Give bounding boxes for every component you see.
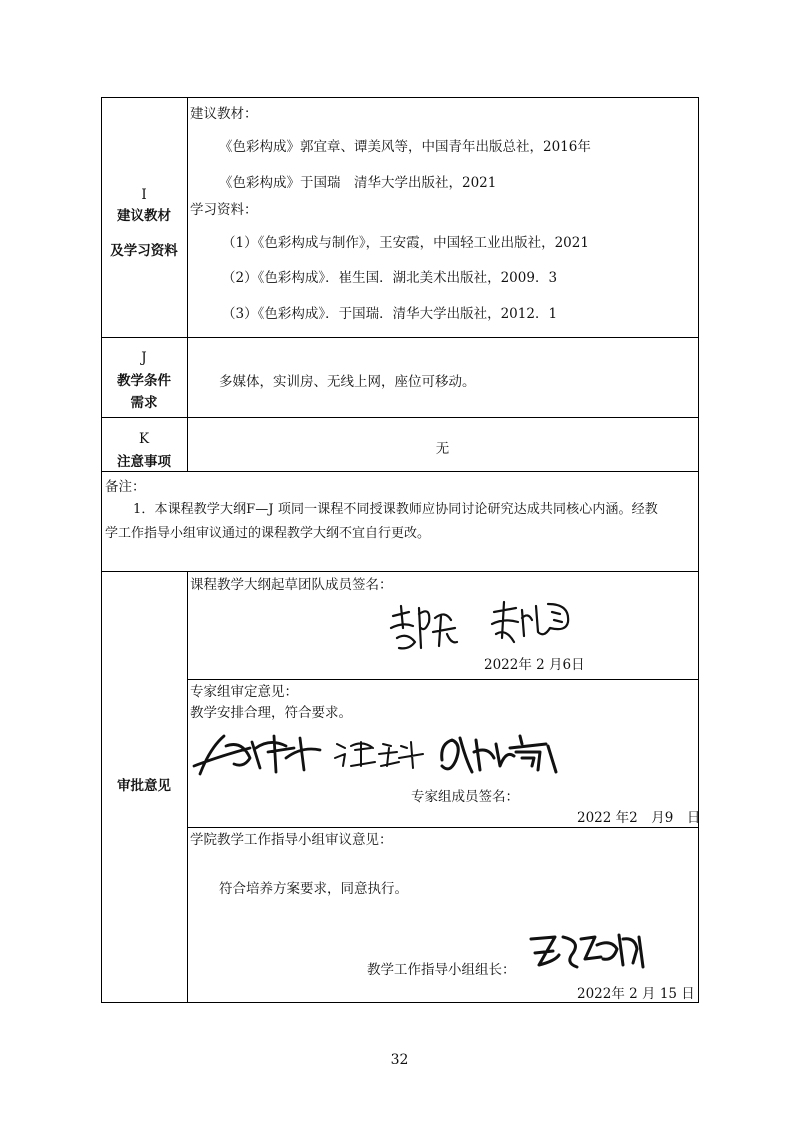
notes-title: 备注： — [105, 479, 146, 495]
textbook-1: 《色彩构成》郭宜章、谭美风等，中国青年出版总社，2016年 — [219, 139, 591, 155]
expert-signature-3 — [436, 730, 564, 780]
section-i-code: I — [141, 187, 147, 203]
notes-matters-content: 无 — [435, 441, 450, 457]
college-date: 2022年 2 月 15 日 — [577, 986, 695, 1002]
study-material-1: （1）《色彩构成与制作》，王安霞，中国轻工业出版社，2021 — [222, 235, 589, 251]
row-divider-jk — [101, 417, 699, 418]
study-material-2: （2）《色彩构成》．崔生国．湖北美术出版社，2009．3 — [222, 270, 558, 286]
college-opinion: 符合培养方案要求，同意执行。 — [219, 881, 408, 897]
expert-date: 2022 年2 月9 日 — [577, 810, 701, 826]
table-border-top — [101, 97, 699, 98]
college-review-title: 学院教学工作指导小组审议意见： — [190, 832, 393, 848]
row-divider-notes-approval — [101, 571, 699, 572]
table-border-right — [698, 97, 699, 1003]
section-j-label-line2: 需求 — [130, 395, 158, 411]
table-border-bottom — [101, 1002, 699, 1003]
section-i-label-line1: 建议教材 — [117, 208, 171, 224]
section-j-code: J — [141, 350, 147, 366]
drafting-signature-2 — [488, 598, 576, 648]
drafting-date: 2022年 2 月6日 — [484, 657, 585, 673]
study-materials-title: 学习资料： — [190, 202, 258, 218]
study-material-3: （3）《色彩构成》．于国瑞．清华大学出版社，2012．1 — [222, 306, 558, 322]
table-border-left — [101, 97, 102, 1003]
label-column-divider-lower — [187, 571, 188, 1003]
college-leader-signature — [525, 929, 649, 973]
expert-signature-1 — [190, 728, 330, 778]
section-j-label-line1: 教学条件 — [117, 373, 171, 389]
teaching-conditions-content: 多媒体，实训房、无线上网，座位可移动。 — [219, 374, 476, 390]
section-k-label: 注意事项 — [117, 454, 171, 470]
expert-signature-2 — [333, 736, 429, 772]
notes-line-1: 1．本课程教学大纲F—J 项同一课程不同授课教师应协同讨论研究达成共同核心内涵。经教 — [133, 502, 658, 517]
expert-sign-label: 专家组成员签名： — [411, 789, 519, 805]
notes-line-2: 学工作指导小组审议通过的课程教学大纲不宜自行更改。 — [105, 526, 431, 541]
section-k-code: K — [138, 431, 150, 447]
section-i-label-line2: 及学习资料 — [110, 243, 178, 259]
expert-review-title: 专家组审定意见： — [190, 684, 298, 700]
drafting-signature-1 — [385, 598, 463, 658]
approval-label: 审批意见 — [117, 778, 171, 794]
suggested-textbooks-title: 建议教材： — [190, 106, 258, 122]
row-divider-k-notes — [101, 471, 699, 472]
textbook-2: 《色彩构成》于国瑞 清华大学出版社，2021 — [219, 175, 497, 191]
college-sign-label: 教学工作指导小组组长： — [367, 962, 516, 978]
label-column-divider — [187, 97, 188, 472]
expert-opinion: 教学安排合理，符合要求。 — [190, 705, 352, 721]
subrow-divider-1 — [187, 679, 699, 680]
drafting-team-title: 课程教学大纲起草团队成员签名： — [190, 577, 393, 593]
subrow-divider-2 — [187, 827, 699, 828]
page-number: 32 — [390, 1052, 409, 1068]
row-divider-ij — [101, 337, 699, 338]
